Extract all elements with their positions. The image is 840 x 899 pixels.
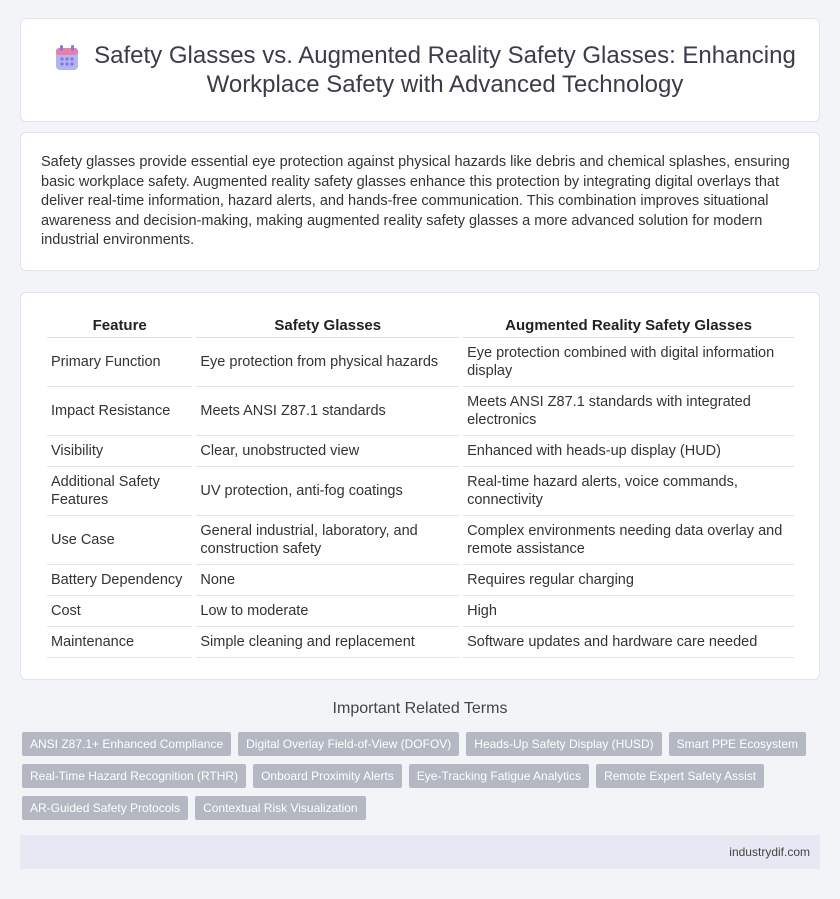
intro-paragraph: Safety glasses provide essential eye protection against physical hazards like debris and chemical splashes, ensuring basic workplace safety. Augmented reality safety glasses enhance this protection by integrating digital overlays that deliver real-time information, hazard alerts, and hands-free communication. This combination improves situational awareness and decision-making, making augmented reality safety glasses a more advanced solution for modern industrial environments. — [41, 154, 790, 248]
feature-cell: Primary Function — [47, 338, 192, 387]
footer-site-link[interactable]: industrydif.com — [729, 845, 810, 859]
related-term-tag[interactable]: Smart PPE Ecosystem — [669, 732, 806, 756]
related-terms-title: Important Related Terms — [332, 700, 508, 717]
title-card — [20, 18, 820, 122]
table-row — [47, 338, 794, 387]
table-row — [47, 627, 794, 658]
feature-cell: Battery Dependency — [47, 565, 192, 596]
feature-cell: Visibility — [47, 436, 192, 467]
feature-cell: Additional Safety Features — [47, 467, 192, 516]
ar-glasses-cell: Complex environments needing data overlay and remote assistance — [463, 516, 794, 565]
ar-glasses-cell: High — [463, 596, 794, 627]
table-row — [47, 467, 794, 516]
intro-card — [20, 132, 820, 271]
related-term-tag[interactable]: Real-Time Hazard Recognition (RTHR) — [22, 764, 246, 788]
page-title: Safety Glasses vs. Augmented Reality Safety Glasses: Enhancing Workplace Safety with Advanced Technology — [94, 42, 796, 98]
feature-cell: Maintenance — [47, 627, 192, 658]
table-header-row — [47, 316, 794, 338]
ar-glasses-cell: Software updates and hardware care needed — [463, 627, 794, 658]
related-term-tag[interactable]: Remote Expert Safety Assist — [596, 764, 764, 788]
table-row — [47, 596, 794, 627]
safety-glasses-cell: Simple cleaning and replacement — [196, 627, 459, 658]
header-feature: Feature — [47, 316, 192, 338]
safety-glasses-cell: Eye protection from physical hazards — [196, 338, 459, 387]
table-row — [47, 516, 794, 565]
related-term-tag[interactable]: Onboard Proximity Alerts — [253, 764, 402, 788]
related-term-tag[interactable]: Heads-Up Safety Display (HUSD) — [466, 732, 661, 756]
header-safety-glasses: Safety Glasses — [196, 316, 459, 338]
related-term-tag[interactable]: ANSI Z87.1+ Enhanced Compliance — [22, 732, 231, 756]
safety-glasses-cell: UV protection, anti-fog coatings — [196, 467, 459, 516]
ar-glasses-cell: Enhanced with heads-up display (HUD) — [463, 436, 794, 467]
ar-glasses-cell: Real-time hazard alerts, voice commands, connectivity — [463, 467, 794, 516]
feature-cell: Impact Resistance — [47, 387, 192, 436]
comparison-table — [43, 316, 798, 658]
table-row — [47, 565, 794, 596]
related-term-tag[interactable]: Eye-Tracking Fatigue Analytics — [409, 764, 589, 788]
ar-glasses-cell: Eye protection combined with digital information display — [463, 338, 794, 387]
footer — [20, 835, 820, 869]
related-terms-list — [22, 732, 822, 820]
related-term-tag[interactable]: Digital Overlay Field-of-View (DOFOV) — [238, 732, 459, 756]
feature-cell: Cost — [47, 596, 192, 627]
related-term-tag[interactable]: Contextual Risk Visualization — [195, 796, 366, 820]
safety-glasses-cell: Meets ANSI Z87.1 standards — [196, 387, 459, 436]
safety-glasses-cell: General industrial, laboratory, and construction safety — [196, 516, 459, 565]
header-ar-safety-glasses: Augmented Reality Safety Glasses — [463, 316, 794, 338]
related-term-tag[interactable]: AR-Guided Safety Protocols — [22, 796, 188, 820]
table-row — [47, 436, 794, 467]
table-row — [47, 387, 794, 436]
safety-glasses-cell: None — [196, 565, 459, 596]
comparison-table-card — [20, 292, 820, 680]
feature-cell: Use Case — [47, 516, 192, 565]
safety-glasses-cell: Low to moderate — [196, 596, 459, 627]
ar-glasses-cell: Requires regular charging — [463, 565, 794, 596]
safety-glasses-cell: Clear, unobstructed view — [196, 436, 459, 467]
ar-glasses-cell: Meets ANSI Z87.1 standards with integrated electronics — [463, 387, 794, 436]
